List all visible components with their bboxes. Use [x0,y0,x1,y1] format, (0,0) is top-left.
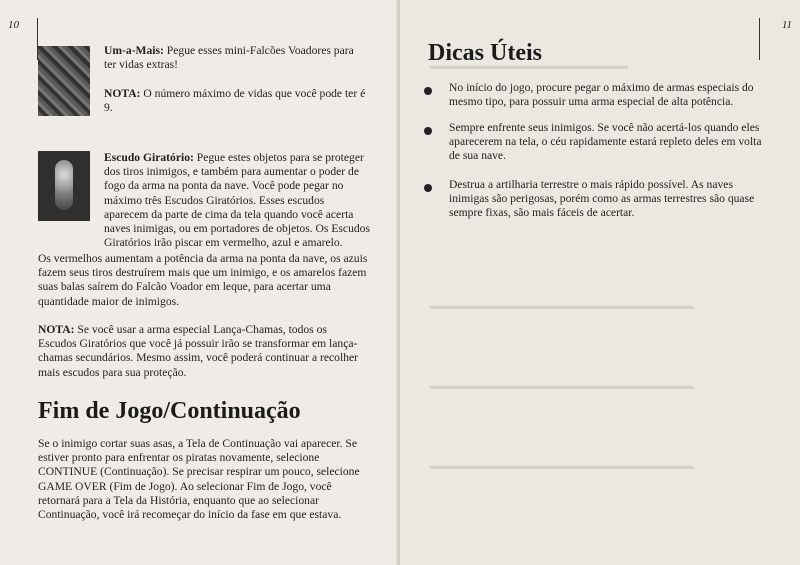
item-escudo-giratorio [104,151,370,250]
mini-falcon-icon [38,46,90,116]
page-rule-right [759,18,760,60]
note-text: Se você usar a arma especial Lança-Chamas, todos os Escudos Giratórios que você já possuir irão se transformar em lança-chamas secundários. Mesmo assim, você poderá continuar a recolher mais escudos para sua proteção. [38,323,358,379]
page-number-left: 10 [8,19,19,31]
bullet-icon [424,87,432,95]
bleed-through-text: ▬▬▬▬▬▬▬▬▬▬▬▬▬▬▬▬▬▬▬▬▬▬▬▬ [430,460,694,472]
item-text: Pegue estes objetos para se proteger dos tiros inimigos, e também para aumentar o poder de fogo da arma na ponta da nave. Você pode pegar no máximo três Escudos Giratórios. Esses escudos aparecem da parte de cima da tela quando você acerta naves inimigas, ou em portadores de objetos. Os Escudos Giratórios irão piscar em vermelho, azul e amarelo. [104,151,370,250]
item-text: Pegue esses mini-Falcões Voadores para ter vidas extras! [104,44,354,72]
tip-item: Sempre enfrente seus inimigos. Se você não acertá-los quando eles aparecerem na tela, o céu rapidamente estará repleto deles em volta de sua nave. [449,121,762,163]
item-um-a-mais [104,44,366,72]
bullet-icon [424,184,432,192]
section-text-game-over: Se o inimigo cortar suas asas, a Tela de Continuação vai aparecer. Se estiver pronto para enfrentar os piratas novamente, selecione CONTINUE (Continuação). Se precisar respirar um pouco, selecione GAME OVER (Fim de Jogo). Ao selecionar Fim de Jogo, você retornará para a Tela da História, enquanto que ao selecionar Continuação, você irá recomeçar do início da fase em que estava. [38,437,360,522]
section-heading-game-over: Fim de Jogo/Continuação [38,398,301,424]
bleed-through-text: ▬▬▬▬▬▬▬▬▬▬▬▬▬▬▬▬▬▬▬▬▬▬▬▬ [430,380,694,392]
tip-item: Destrua a artilharia terrestre o mais rápido possível. As naves inimigas são perigosas, porém como as armas terrestres são quase sempre fixas, são mais fáceis de acertar. [449,178,755,220]
note-flamethrower [38,323,368,380]
bleed-through-text: ▬▬▬▬▬▬▬▬▬▬▬▬▬▬▬▬▬▬ [430,60,628,72]
item-label: Um-a-Mais: [104,44,164,57]
shield-colors-paragraph: Os vermelhos aumentam a potência da arma na ponta da nave, os azuis fazem seus tiros destruírem mais que um inimigo, e os amarelos fazem suas balas saírem do Falcão Voador em leque, para acertar uma quantidade maior de inimigos. [38,252,368,308]
note-label: NOTA: [38,323,75,336]
bleed-through-text: ▬▬▬▬▬▬▬▬▬▬▬▬▬▬▬▬▬▬▬▬▬▬▬▬ [430,300,694,312]
bullet-icon [424,127,432,135]
note-label: NOTA: [104,87,141,100]
note-text: O número máximo de vidas que você pode ter é 9. [104,87,366,115]
tip-item: No início do jogo, procure pegar o máximo de armas especiais do mesmo tipo, para possuir uma arma especial de alta potência. [449,81,754,109]
page-number-right: 11 [781,19,792,31]
tips-heading: Dicas Úteis [428,40,542,66]
rotating-shield-icon [38,151,90,221]
note-lives [104,87,366,115]
left-page [0,0,398,565]
item-label: Escudo Giratório: [104,151,194,164]
